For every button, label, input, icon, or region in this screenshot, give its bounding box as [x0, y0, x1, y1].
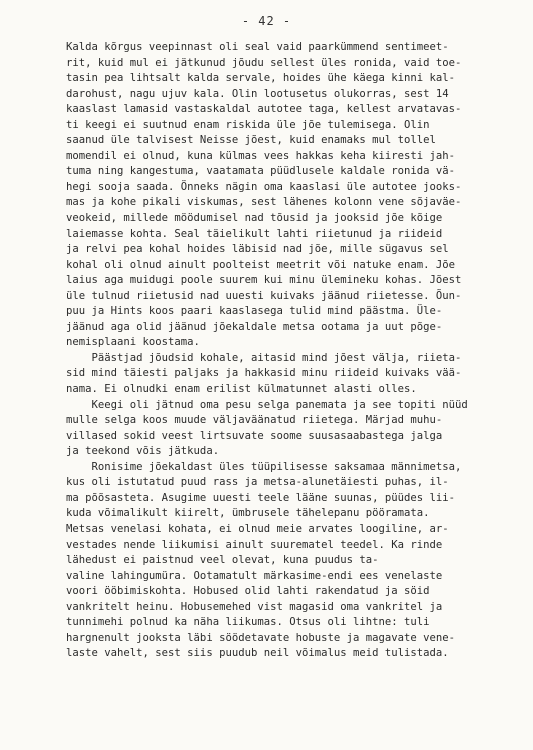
text-line: üle tulnud riietusid nad uuesti kuivaks jäänud riietesse. Õun- — [66, 289, 462, 302]
paragraph — [66, 398, 512, 460]
text-line: veokeid, millede möödumisel nad tõusid ja jooksid jõe kõige — [66, 212, 443, 225]
text-line: ti keegi ei suutnud enam riskida üle jõe tulemisega. Olin — [66, 118, 430, 131]
text-line: rit, kuid mul ei jätkunud jõudu sellest üles ronida, vaid toe- — [66, 56, 462, 69]
text-line: kohal oli olnud ainult poolteist meetrit või natuke enam. Jõe — [66, 258, 456, 271]
text-line: tasin pea lihtsalt kalda servale, hoides ühe käega kinni kal- — [66, 72, 456, 85]
page-number: - 42 - — [241, 14, 292, 28]
text-line: vankritelt heinu. Hobusemehed vist magasid oma vankritel ja — [66, 600, 443, 613]
text-line: kuda võimalikult kiirelt, ümbrusele tähelepanu pööramata. — [66, 507, 430, 520]
text-line: tuma ning kangestuma, vaatamata püüdlusele kaldale ronida vä- — [66, 165, 456, 178]
text-line: voori ööbimiskohta. Hobused olid lahti rakendatud ja söid — [66, 585, 430, 598]
text-line: mulle selga koos muude väljaväänatud riietega. Märjad muhu- — [66, 414, 443, 427]
paragraph — [66, 460, 512, 662]
text-line: Päästjad jõudsid kohale, aitasid mind jõest välja, riieta- — [66, 351, 462, 364]
text-line: tunnimehi polnud ka näha liikumas. Otsus oli lihtne: tuli — [66, 616, 430, 629]
text-line: saanud üle talvisest Neisse jõest, kuid enamaks mul tollel — [66, 134, 436, 147]
text-line: ja teekond võis jätkuda. — [66, 445, 220, 458]
paragraph — [66, 40, 512, 351]
text-line: valine lahingumüra. Ootamatult märkasime-endi ees venelaste — [66, 569, 443, 582]
text-line: lähedust ei paistnud veel olevat, kuna puudus ta- — [66, 554, 379, 567]
text-line: vestades nende liikumisi ainult suurematel teedel. Ka rinde — [66, 538, 443, 551]
text-line: laiemasse kohta. Seal täielikult lahti riietunud ja riideid — [66, 227, 443, 240]
text-line: laius aga muidugi poole suurem kui minu ülemineku kohas. Jõest — [66, 274, 462, 287]
text-line: kus oli istutatud puud rass ja metsa-alunetäiesti puhas, il- — [66, 476, 449, 489]
text-line: darohust, nagu ujuv kala. Olin lootusetus olukorras, sest 14 — [66, 87, 449, 100]
text-line: Kalda kõrgus veepinnast oli seal vaid paarkümmend sentimeet- — [66, 41, 449, 53]
paragraph — [66, 351, 512, 398]
text-line: jäänud aga olid jäänud jõekaldale metsa ootama ja uut põge- — [66, 320, 443, 333]
text-line: kaaslast lamasid vastaskaldal autotee taga, kellest arvatavas- — [66, 103, 462, 116]
text-line: Keegi oli jätnud oma pesu selga panemata ja see topiti nüüd — [66, 398, 468, 411]
text-line: ja relvi pea kohal hoides läbisid nad jõe, mille sügavus sel — [66, 243, 449, 256]
text-line: nemisplaani koostama. — [66, 336, 200, 349]
text-line: mas ja kohe pikali viskumas, sest lähenes kolonn vene sõjaväe- — [66, 196, 462, 209]
body-text — [66, 40, 512, 662]
text-line: puu ja Hints koos paari kaaslasega tulid mind päästma. Üle- — [66, 305, 443, 318]
text-line: villased sokid veest lirtsuvate soome suusasaabastega jalga — [66, 429, 443, 442]
text-line: hegi sooja saada. Önneks nägin oma kaaslasi üle autotee jooks- — [66, 180, 462, 193]
text-line: nama. Ei olnudki enam erilist külmatunnet alasti olles. — [66, 383, 417, 396]
text-line: Metsas venelasi kohata, ei olnud meie arvates loogiline, ar- — [66, 522, 449, 535]
text-line: momendil ei olnud, kuna külmas vees hakkas keha kiiresti jah- — [66, 149, 456, 162]
text-line: hargnenult jooksta läbi söödetavate hobuste ja magavate vene- — [66, 631, 456, 644]
text-line: sid mind täiesti paljaks ja hakkasid minu riideid kuivaks vää- — [66, 367, 462, 380]
text-line: Ronisime jõekaldast üles tüüpilisesse saksamaa männimetsa, — [66, 460, 462, 473]
text-line: ma põõsasteta. Asugime uuesti teele lääne suunas, püüdes lii- — [66, 491, 456, 504]
text-line: laste vahelt, sest siis puudub neil võimalus meid tulistada. — [66, 647, 449, 660]
